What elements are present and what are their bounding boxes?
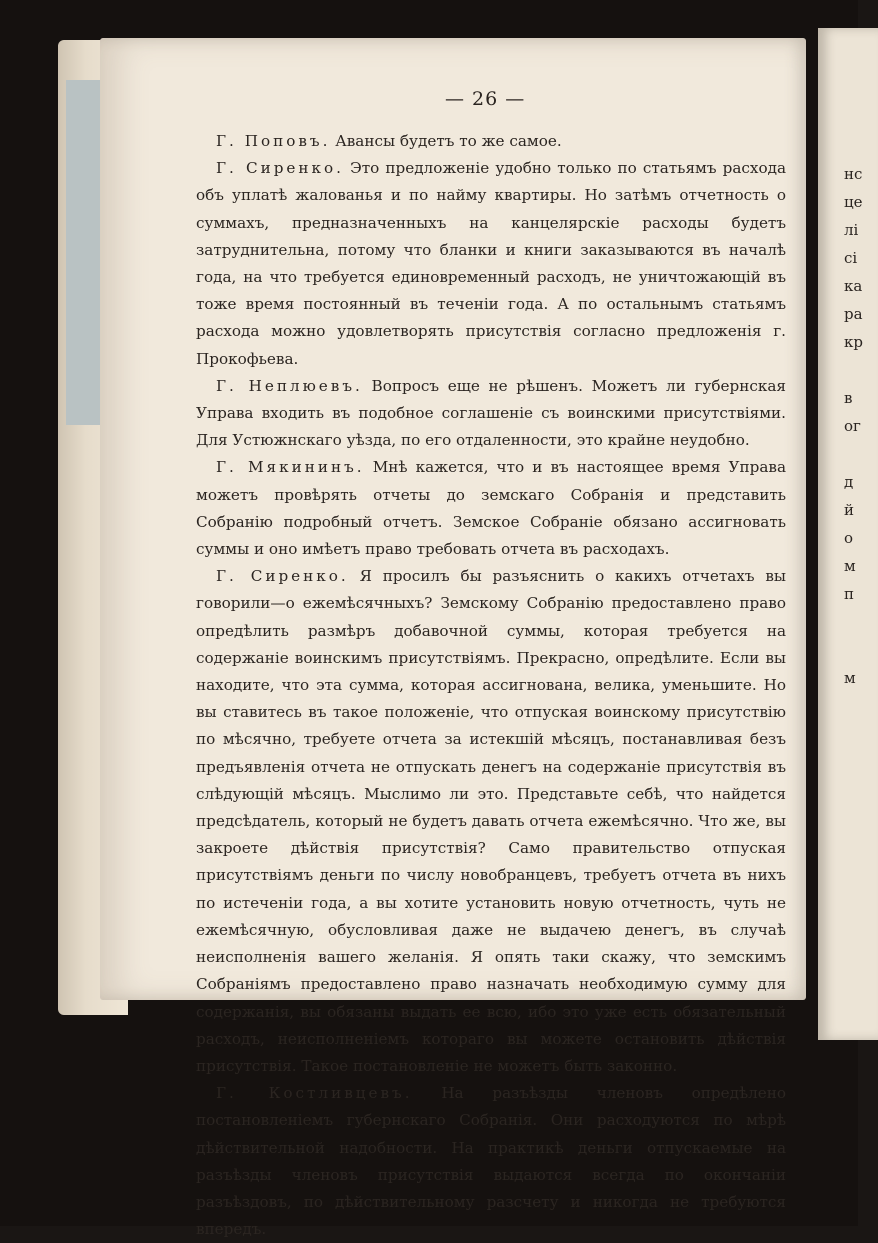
paragraph-text: Вопросъ еще не рѣшенъ. Можетъ ли губернская Управа входить въ подобное соглашеніе съ воинскими присутствіями. Для Устюжнскаго уѣзда, по его отдаленности, это крайне неудобно. [196, 376, 786, 450]
margin-letter: й [844, 501, 854, 519]
speaker-name: Г. Поповъ. [216, 132, 331, 150]
paragraph [196, 454, 786, 563]
page-number: — 26 — [445, 88, 526, 110]
speaker-name: Г. Сиренко. [216, 159, 345, 178]
paragraph-text: Это предложеніе удобно только по статьямъ расхода объ уплатѣ жалованья и по найму квартиры. Но затѣмъ отчетность о суммахъ, предназначенныхъ на канцелярскіе расходы будетъ затруднительна, потому что бланки и книги заказываются въ началѣ года, на что требуется единовременный расходъ, не уничтожающій въ тоже время постоянный въ теченіи года. А по остальнымъ статьямъ расхода можно удовлетворять присутствія согласно предложенія г. Прокофьева. [196, 159, 786, 368]
margin-letter: о [844, 529, 854, 547]
document-body [196, 128, 786, 1243]
speaker-name: Г. Костливцевъ. [216, 1084, 413, 1103]
paragraph [196, 373, 786, 455]
margin-letter: м [844, 669, 856, 687]
paragraph [196, 128, 786, 155]
paragraph [196, 1080, 786, 1243]
paragraph-text: Я просилъ бы разъяснить о какихъ отчетахъ вы говорили—о ежемѣсячныхъ? Земскому Собранію предоставлено право опредѣлить размѣръ добавочной суммы, которая требуется на содержаніе воинскимъ присутствіямъ. Прекрасно, опредѣлите. Если вы находите, что эта сумма, которая ассигнована, велика, уменьшите. Но вы ставитесь въ такое положеніе, что отпуская воинскому присутствію по мѣсячно, требуете отчета за истекшій мѣсяцъ, постанавливая безъ предъявленія отчета не отпускать денегъ на содержаніе присутствія въ слѣдующій мѣсяцъ. Мыслимо ли это. Представьте себѣ, что найдется предсѣдатель, который не будетъ давать отчета ежемѣсячно. Что же, вы закроете дѣйствія присутствія? Само правительство отпуская присутствіямъ деньги по числу новобранцевъ, требуетъ отчета въ нихъ по истеченіи года, а вы хотите установить новую отчетность, чуть не ежемѣсячную, обусловливая даже не выдачею денегъ, въ случаѣ неисполненія вашего желанія. Я опять таки скажу, что земскимъ Собраніямъ предоставлено право назначать необходимую сумму для содержанія, вы обязаны выдать ее всю, ибо это уже есть обязательный расходъ, неисполненіемъ котораго вы можете остановить дѣйствія присутствія. Такое постановленіе не можетъ быть законно. [196, 567, 787, 1075]
speaker-name: Г. Неплюевъ. [216, 376, 363, 395]
paragraph-text: Мнѣ кажется, что и въ настоящее время Управа можетъ провѣрять отчеты до земскаго Собранія и представить Собранію подробный отчетъ. Земское Собраніе обязано ассигновать суммы и оно имѣетъ право требовать отчета въ расходахъ. [196, 458, 786, 559]
margin-letter: п [844, 585, 854, 603]
margin-letter: в [844, 389, 853, 407]
margin-letter: ог [844, 417, 861, 435]
margin-letter: д [844, 473, 854, 491]
margin-letter: кр [844, 333, 863, 351]
margin-letter: це [844, 193, 863, 211]
margin-letter: сі [844, 249, 858, 267]
paragraph [196, 155, 786, 373]
margin-letter: нс [844, 165, 863, 183]
margin-letter: ка [844, 277, 863, 295]
margin-letter: лі [844, 221, 859, 239]
adjacent-page-margin-text [844, 160, 864, 692]
paragraph-text: На разъѣзды членовъ опредѣлено постановленіемъ губернскаго Собранія. Они расходуются по мѣрѣ дѣйствительной надобности. На практикѣ деньги отпускаемые на разъѣзды членовъ присутствія выдаются всегда по окончаніи разъѣздовъ, по дѣйствительному разсчету и никогда не требуются впередъ. [196, 1084, 786, 1239]
paragraph-text: Авансы будетъ то же самое. [335, 132, 562, 150]
margin-letter: м [844, 557, 856, 575]
margin-letter: ра [844, 305, 863, 323]
speaker-name: Г. Мякининъ. [216, 458, 365, 477]
speaker-name: Г. Сиренко. [216, 567, 349, 586]
paragraph [196, 563, 786, 1080]
